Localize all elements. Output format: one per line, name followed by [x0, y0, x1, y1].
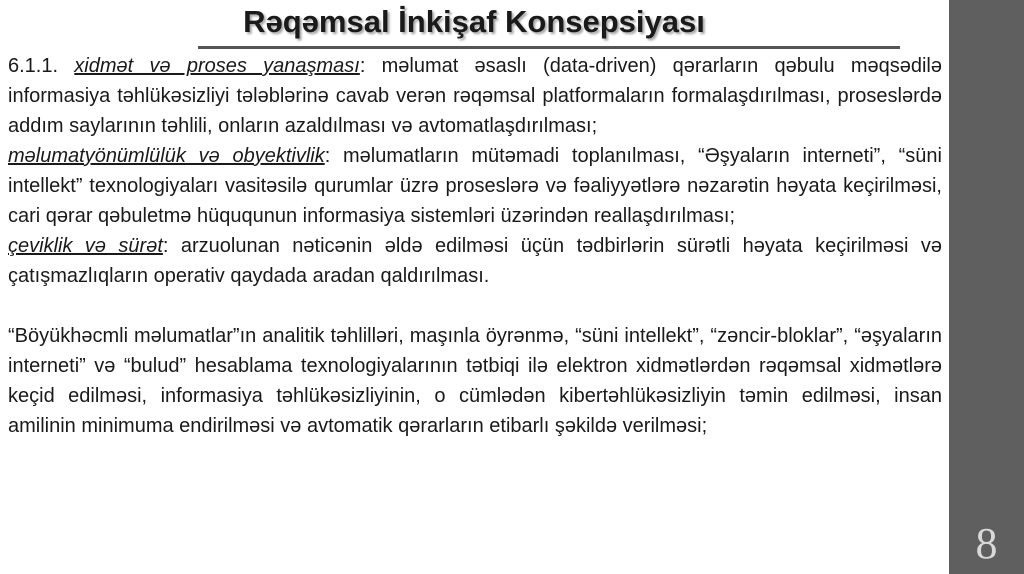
- title-underline: [198, 46, 900, 49]
- side-bar: [949, 0, 1024, 574]
- paragraph-text: : məlumatların mütəmadi toplanılması, “Əşyaların interneti”, “süni intellekt” texnologiyaları vasitəsilə qurumlar üzrə proseslərə və fəaliyyətlərə nəzarətin həyata keçirilməsi, cari qərar qəbuletmə hüququnun informasiya sistemləri üzərindən reallaşdırılması;: [8, 145, 942, 227]
- paragraph-spacer: [8, 291, 942, 321]
- paragraph-text: “Böyükhəcmli məlumatlar”ın analitik təhlilləri, maşınla öyrənmə, “süni intellekt”, “zəncir-bloklar”, “əşyaların interneti” və “bulud” hesablama texnologiyalarının tətbiqi ilə elektron xidmətlərdən rəqəmsal xidmətlərə keçid edilməsi, informasiya təhlükəsizliyinin, o cümlədən kibertəhlükəsizliyin təmin edilməsi, insan amilinin minimuma endirilməsi və avtomatik qərarların etibarlı şəkildə verilməsi;: [8, 325, 942, 437]
- term-service-process: xidmət və proses yanaşması: [74, 55, 360, 77]
- paragraph-service-process: [8, 51, 942, 141]
- paragraph-technologies: [8, 321, 942, 441]
- term-agility-speed: çeviklik və sürət: [8, 235, 163, 257]
- slide-body: [8, 51, 942, 441]
- slide-title: Rəqəmsal İnkişaf Konsepsiyası: [243, 4, 705, 39]
- paragraph-text: : arzuolunan nəticənin əldə edilməsi üçün tədbirlərin sürətli həyata keçirilməsi və çatışmazlıqların operativ qaydada aradan qaldırılması.: [8, 235, 943, 287]
- section-number: 6.1.1.: [8, 55, 75, 77]
- paragraph-agility-speed: [8, 231, 942, 291]
- paragraph-text: : məlumat əsaslı (data-driven) qərarların qəbulu məqsədilə informasiya təhlükəsizliyi tələblərinə cavab verən rəqəmsal platformaların formalaşdırılması, proseslərdə addım saylarının təhlili, onların azaldılması və avtomatlaşdırılması;: [8, 55, 942, 137]
- paragraph-data-orientation: [8, 141, 942, 231]
- page-number: 8: [975, 519, 998, 568]
- term-data-orientation: məlumatyönümlülük və obyektivlik: [8, 145, 325, 167]
